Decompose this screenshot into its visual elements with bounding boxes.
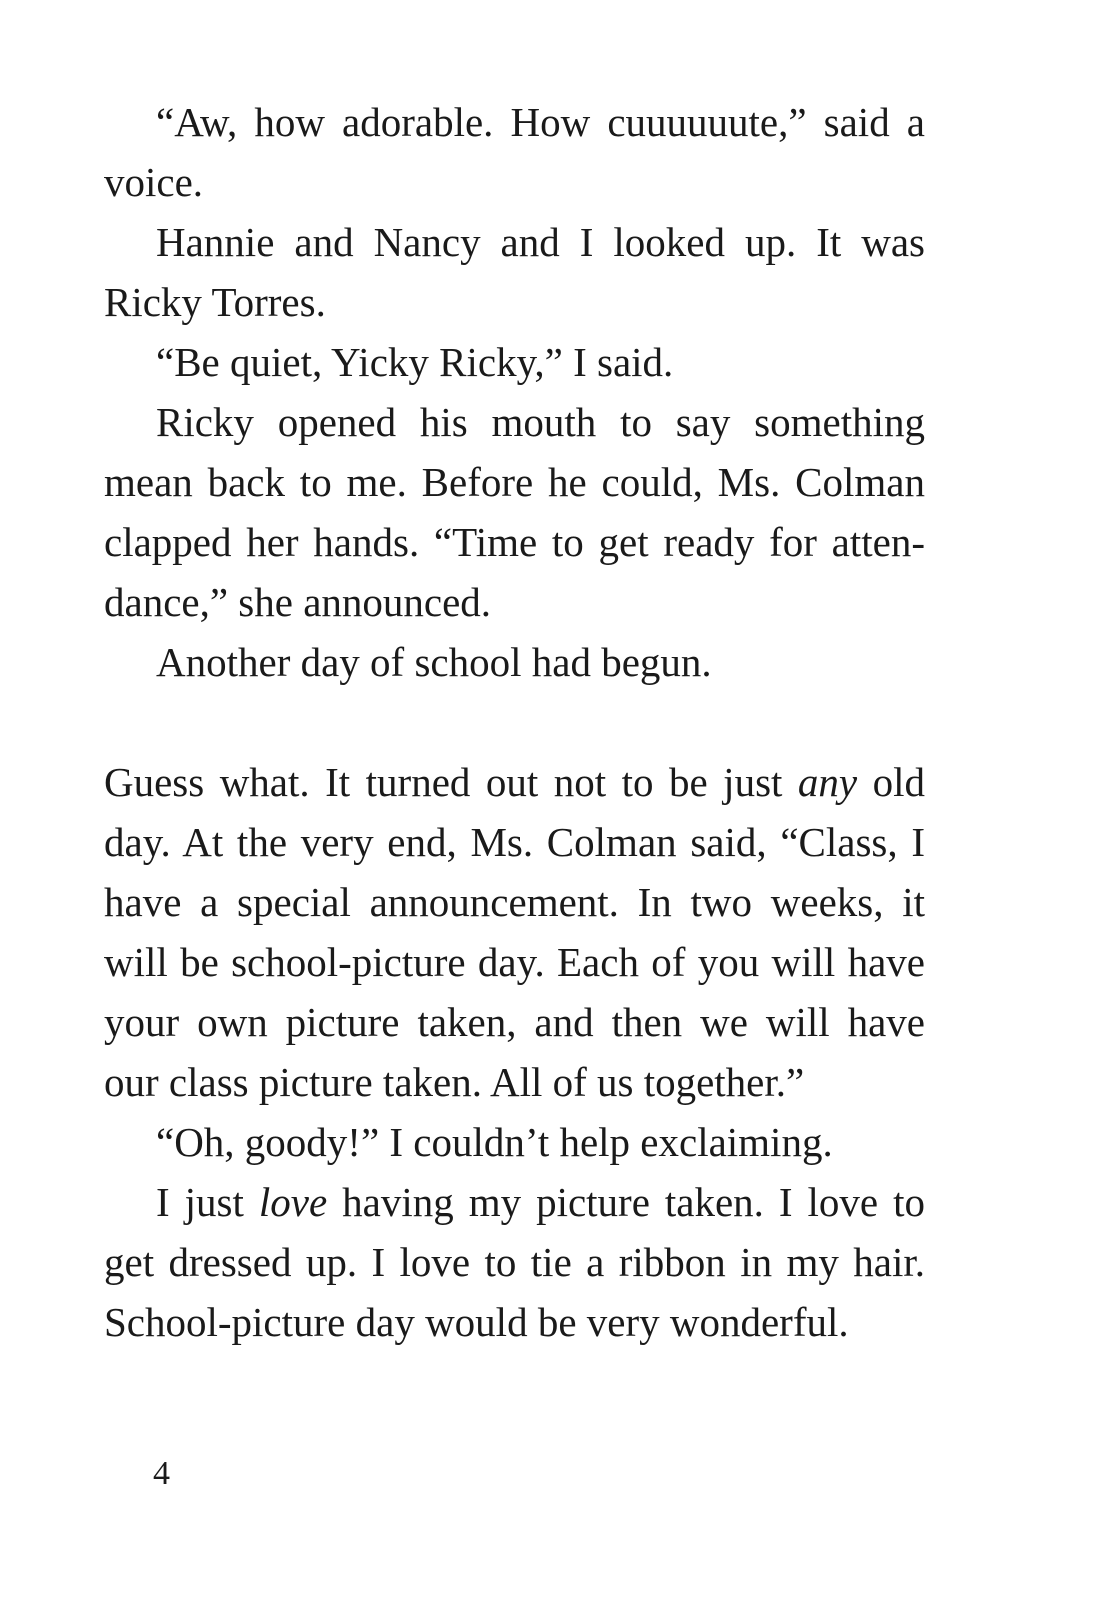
- paragraph-oh-goody: “Oh, goody!” I couldn’t help exclaiming.: [156, 1119, 833, 1165]
- text-segment: old day. At the very end, Ms. Colman said, “Class, I have a special announcement. In two weeks, it will be school-picture day. Each of you will have your own picture taken, and then we will have our class picture taken. All of us together.”: [104, 759, 925, 1105]
- emphasis-love: love: [258, 1179, 328, 1225]
- paragraph-ricky-opened: Ricky opened his mouth to say something mean back to me. Before he could, Ms. Colman clapped her hands. “Time to get ready for attendance,” she announced.: [104, 399, 925, 625]
- paragraph-looked-up: Hannie and Nancy and I looked up. It was Ricky Torres.: [104, 219, 925, 325]
- text-segment: Guess what. It turned out not to be just: [104, 759, 798, 805]
- paragraph-guess-what: [104, 752, 925, 1112]
- page-number: 4: [153, 1455, 170, 1492]
- emphasis-any: any: [797, 759, 858, 805]
- section-break: [104, 692, 925, 752]
- page-body: [104, 92, 925, 1352]
- paragraph-another-day: Another day of school had begun.: [156, 639, 712, 685]
- paragraph-love-picture: [104, 1172, 925, 1352]
- text-segment: having my picture taken. I love to get dressed up. I love to tie a ribbon in my hair. School-picture day would be very wonderful.: [104, 1179, 925, 1345]
- paragraph-be-quiet: “Be quiet, Yicky Ricky,” I said.: [156, 339, 674, 385]
- paragraph-aw-adorable: “Aw, how adorable. How cuuuuuute,” said a voice.: [104, 99, 925, 205]
- text-segment: I just: [156, 1179, 259, 1225]
